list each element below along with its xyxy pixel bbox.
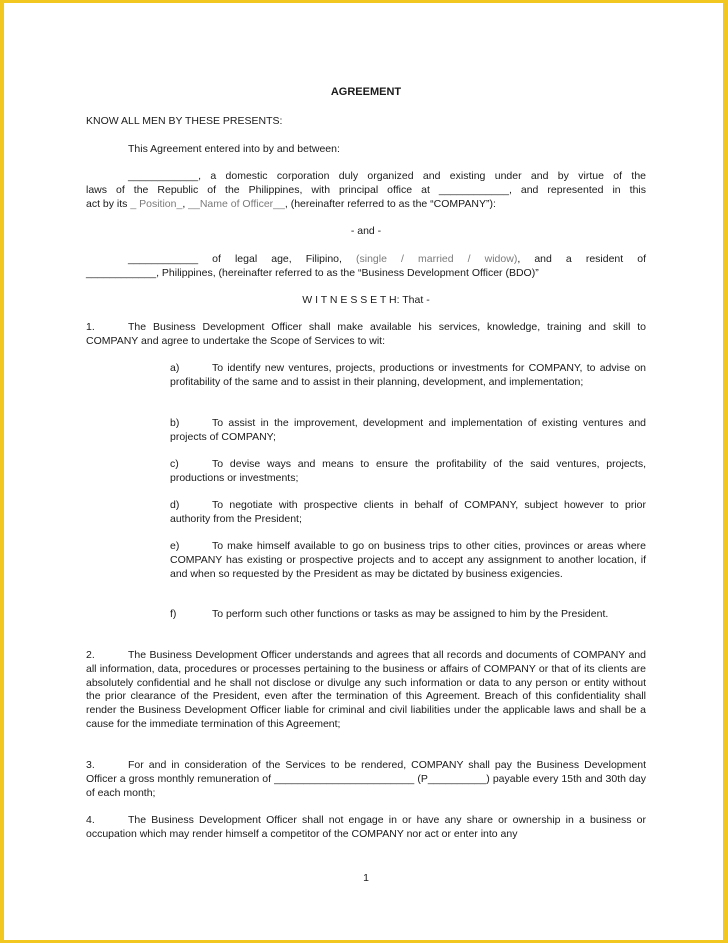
scope-item-a [170,362,646,390]
officer-name-placeholder: __Name of Officer__ [188,197,285,210]
party2-l1c: , and a resident of [517,253,646,265]
scope-item-d [170,499,646,527]
clause-3 [86,759,646,800]
civil-status-placeholder: (single / married / widow) [356,253,518,265]
scope-item-e-text: To make himself available to go on business trips to other cities, provinces or areas where COMPANY has existing or prospective projects and to accept any assignment to another location, if and when so requested by the President as may be dictated by business exigencies. [170,540,646,580]
clause-2 [86,649,646,732]
party2-line2: ____________, Philippines, (hereinafter referred to as the “Business Development Officer (BDO)” [86,266,539,279]
clause-1-text: The Business Development Officer shall make available his services, knowledge, training and skill to COMPANY and agree to undertake the Scope of Services to wit: [86,321,646,347]
scope-item-e [170,540,646,581]
scope-item-d-letter: d) [170,499,180,511]
scope-item-a-letter: a) [170,362,180,374]
party1-paragraph [86,170,646,211]
clause-4-number: 4. [86,814,95,826]
party1-l3c: , [182,197,189,210]
scope-item-d-text: To negotiate with prospective clients in behalf of COMPANY, subject however to prior authority from the President; [170,499,646,525]
scope-item-c-text: To devise ways and means to ensure the profitability of the said ventures, projects, productions or investments; [170,458,646,484]
clause-2-text: The Business Development Officer understands and agrees that all records and documents of COMPANY and all information, data, procedures or processes pertaining to the business or affairs of COMPANY or that of its clients are absolutely confidential and he shall not disclose or divulge any such information or data to any person or entity without the prior clearance of the President, even after the termination of this Agreement. Breach of this confidentiality shall render the Business Development Officer liable for criminal and civil liabilities under the applicable laws and shall be a cause for the immediate termination of this Agreement; [86,649,646,730]
and-separator: - and - [350,225,382,237]
clause-1-number: 1. [86,321,95,333]
scope-item-b-letter: b) [170,417,180,429]
party1-l3a: act by its [86,197,131,210]
clause-1 [86,321,646,349]
party1-line1: ____________, a domestic corporation duly organized and existing under and by virtue of the [128,170,646,182]
entered-text: This Agreement entered into by and between: [128,143,340,155]
page-number: 1 [363,872,369,884]
scope-item-f-letter: f) [170,608,177,620]
scope-item-b [170,417,646,445]
scope-item-c [170,458,646,486]
clause-3-number: 3. [86,759,95,771]
witnesseth-heading: W I T N E S S E T H: That - [302,294,430,306]
clause-4 [86,814,646,842]
position-placeholder: _ Position_ [130,197,183,210]
know-all-line: KNOW ALL MEN BY THESE PRESENTS: [86,115,283,127]
scope-item-c-letter: c) [170,458,179,470]
document-page [4,3,723,940]
scope-item-e-letter: e) [170,540,180,552]
clause-3-text: For and in consideration of the Services to be rendered, COMPANY shall pay the Business Development Officer a gross monthly remuneration of ________________________ (P__________) payable every 15th and 30th day of each month; [86,759,646,799]
party2-line1 [86,253,646,267]
entered-line [86,143,646,157]
scope-item-b-text: To assist in the improvement, development and implementation of existing ventures and projects of COMPANY; [170,417,646,443]
document-title: AGREEMENT [330,86,402,98]
scope-item-f-text: To perform such other functions or tasks as may be assigned to him by the President. [212,608,609,620]
party1-line3 [86,198,646,212]
clause-4-text: The Business Development Officer shall not engage in or have any share or ownership in a business or occupation which may render himself a competitor of the COMPANY nor act or enter into any [86,814,646,840]
clause-2-number: 2. [86,649,95,661]
party2-l1a: ____________ of legal age, Filipino, [128,253,356,265]
party1-line2: laws of the Republic of the Philippines, with principal office at ____________, and represented in this [86,183,646,196]
party2-paragraph [86,253,646,281]
scope-item-f [170,608,646,622]
scope-item-a-text: To identify new ventures, projects, productions or investments for COMPANY, to advise on profitability of the same and to assist in their planning, development, and implementation; [170,362,646,388]
party1-l3e: , (hereinafter referred to as the “COMPANY”): [284,197,496,210]
